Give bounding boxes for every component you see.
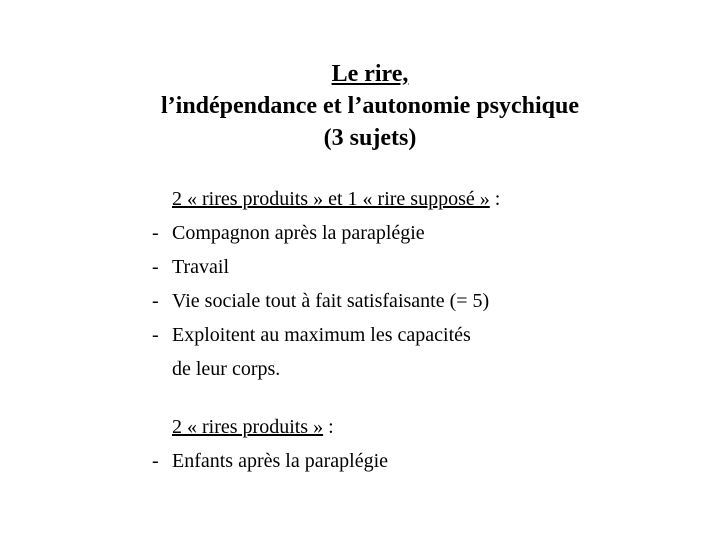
bullet-dash: -: [152, 290, 159, 312]
list-item-text: Travail: [172, 256, 230, 278]
bullet-dash: -: [152, 324, 159, 346]
section-heading-suffix: :: [323, 416, 334, 438]
section-heading-suffix: :: [489, 188, 501, 210]
section-heading: [152, 410, 388, 444]
list-item-text: Enfants après la paraplégie: [172, 450, 389, 472]
section-three-subjects: [152, 182, 500, 386]
list-item: [152, 216, 500, 250]
list-item: [152, 250, 500, 284]
title-line-3: (3 sujets): [323, 125, 417, 151]
section-heading-underlined: 2 « rires produits »: [172, 416, 324, 438]
list-item: [152, 284, 500, 318]
slide-title: [0, 58, 720, 154]
title-line-2: l’indépendance et l’autonomie psychique: [160, 93, 580, 119]
list-item-continuation: de leur corps.: [172, 358, 281, 380]
title-line-1: Le rire,: [331, 61, 409, 87]
list-item: [152, 444, 388, 478]
list-item-text: Exploitent au maximum les capacités: [172, 324, 471, 346]
bullet-dash: -: [152, 256, 159, 278]
list-item: [152, 318, 500, 386]
bullet-dash: -: [152, 222, 159, 244]
list-item-text: Vie sociale tout à fait satisfaisante (= 5): [172, 290, 490, 312]
section-heading-underlined: 2 « rires produits » et 1 « rire supposé »: [172, 188, 490, 210]
section-heading: [152, 182, 500, 216]
section-two-subjects: [152, 410, 388, 478]
list-item-text: Compagnon après la paraplégie: [172, 222, 425, 244]
bullet-dash: -: [152, 450, 159, 472]
